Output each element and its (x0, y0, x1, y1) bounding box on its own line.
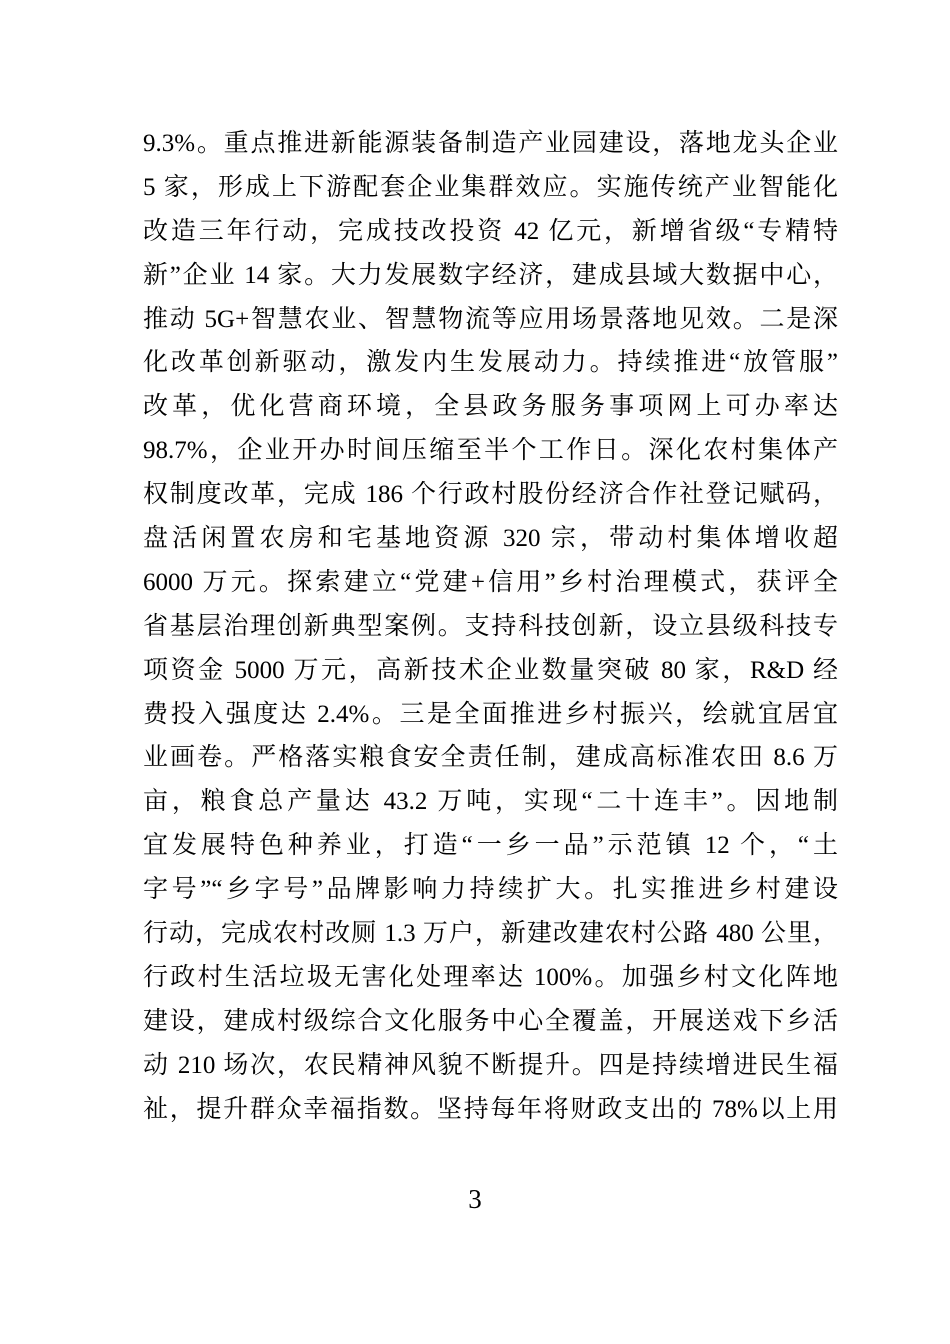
text-line: 业画卷。严格落实粮食安全责任制，建成高标准农田 8.6 万 (143, 744, 838, 772)
text-line: 字号”“乡字号”品牌影响力持续扩大。扎实推进乡村建设 (143, 876, 838, 904)
page-number: 3 (468, 1184, 482, 1214)
text-line: 宜发展特色种养业，打造“一乡一品”示范镇 12 个，“土 (143, 832, 838, 860)
text-line: 行动，完成农村改厕 1.3 万户，新建改建农村公路 480 公里， (143, 920, 838, 948)
text-line: 5 家，形成上下游配套企业集群效应。实施传统产业智能化 (143, 173, 838, 201)
text-line: 盘活闲置农房和宅基地资源 320 宗，带动村集体增收超 (143, 525, 838, 553)
text-line: 亩，粮食总产量达 43.2 万吨，实现“二十连丰”。因地制 (143, 788, 838, 816)
text-line: 改革，优化营商环境，全县政务服务事项网上可办率达 (143, 393, 838, 421)
text-line: 省基层治理创新典型案例。支持科技创新，设立县级科技专 (143, 612, 838, 640)
text-line: 祉，提升群众幸福指数。坚持每年将财政支出的 78%以上用 (143, 1095, 838, 1123)
text-line: 费投入强度达 2.4%。三是全面推进乡村振兴，绘就宜居宜 (143, 700, 838, 728)
text-line: 权制度改革，完成 186 个行政村股份经济合作社登记赋码， (143, 481, 838, 509)
text-line: 化改革创新驱动，激发内生发展动力。持续推进“放管服” (143, 349, 838, 377)
text-line: 9.3%。重点推进新能源装备制造产业园建设，落地龙头企业 (143, 130, 838, 157)
text-line: 行政村生活垃圾无害化处理率达 100%。加强乡村文化阵地 (143, 963, 838, 991)
body-text (143, 122, 838, 1131)
text-line: 新”企业 14 家。大力发展数字经济，建成县域大数据中心， (143, 261, 838, 289)
text-line: 推动 5G+智慧农业、智慧物流等应用场景落地见效。二是深 (143, 305, 838, 333)
text-line: 98.7%，企业开办时间压缩至半个工作日。深化农村集体产 (143, 437, 838, 465)
text-line: 项资金 5000 万元，高新技术企业数量突破 80 家，R&D 经 (143, 656, 838, 684)
text-line: 建设，建成村级综合文化服务中心全覆盖，开展送戏下乡活 (143, 1007, 838, 1035)
text-line: 动 210 场次，农民精神风貌不断提升。四是持续增进民生福 (143, 1051, 838, 1079)
text-line: 6000 万元。探索建立“党建+信用”乡村治理模式，获评全 (143, 568, 838, 596)
text-line: 改造三年行动，完成技改投资 42 亿元，新增省级“专精特 (143, 217, 838, 245)
page-footer (0, 1183, 950, 1215)
